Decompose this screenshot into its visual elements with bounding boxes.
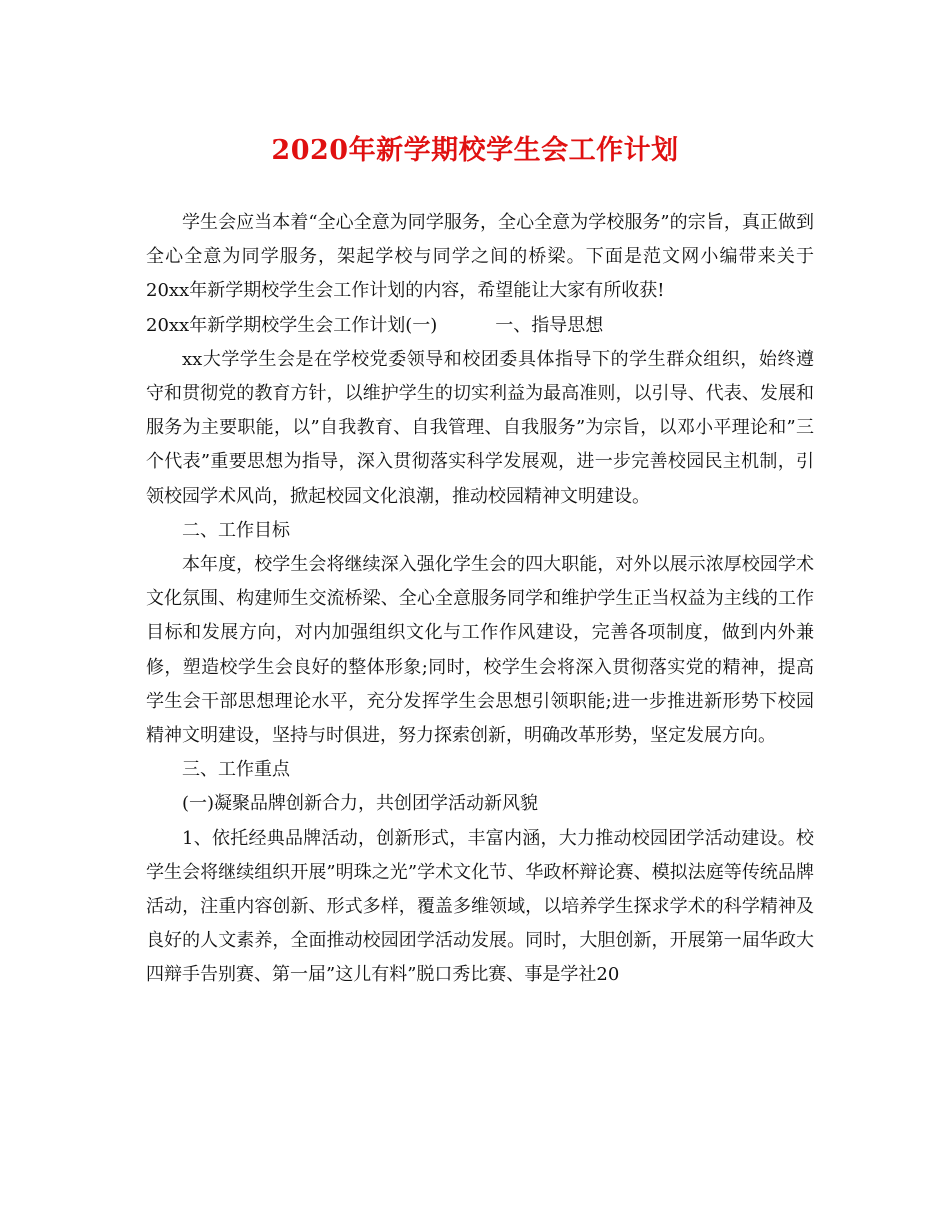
document-title: 2020年新学期校学生会工作计划	[271, 135, 679, 166]
section2-paragraph: 本年度，校学生会将继续深入强化学生会的四大职能，对外以展示浓厚校园学术文化氛围、构建师生交流桥梁、全心全意服务同学和维护学生正当权益为主线的工作目标和发展方向，对内加强组织文化与工作作风建设，完善各项制度，做到内外兼修，塑造校学生会良好的整体形象;同时，校学生会将深入贯彻落实党的精神，提高学生会干部思想理论水平，充分发挥学生会思想引领职能;进一步推进新形势下校园精神文明建设，坚持与时俱进，努力探索创新，明确改革形势，坚定发展方向。	[146, 554, 814, 747]
plan-heading: 20xx年新学期校学生会工作计划(一)	[146, 314, 438, 336]
section1-paragraph: xx大学学生会是在学校党委领导和校团委具体指导下的学生群众组织，始终遵守和贯彻党的教育方针，以维护学生的切实利益为最高准则，以引导、代表、发展和服务为主要职能，以”自我教育、自我管理、自我服务”为宗旨，以邓小平理论和”三个代表”重要思想为指导，深入贯彻落实科学发展观，进一步完善校园民主机制，引领校园学术风尚，掀起校园文化浪潮，推动校园精神文明建设。	[146, 348, 814, 507]
section1-heading: 一、指导思想	[495, 314, 604, 336]
section3-heading: 三、工作重点	[182, 759, 290, 781]
section2-heading: 二、工作目标	[182, 519, 290, 541]
subsection1-heading: (一)凝聚品牌创新合力，共创团学活动新风貌	[182, 793, 539, 815]
document-body	[146, 206, 814, 993]
intro-paragraph: 学生会应当本着“全心全意为同学服务，全心全意为学校服务”的宗旨，真正做到全心全意为同学服务，架起学校与同学之间的桥梁。下面是范文网小编带来关于20xx年新学期校学生会工作计划的内容，希望能让大家有所收获!	[146, 212, 814, 302]
plan-heading-line	[146, 309, 814, 343]
item1-paragraph: 1、依托经典品牌活动，创新形式，丰富内涵，大力推动校园团学活动建设。校学生会将继续组织开展”明珠之光”学术文化节、华政杯辩论赛、模拟法庭等传统品牌活动，注重内容创新、形式多样，覆盖多维领域，以培养学生探求学术的科学精神及良好的人文素养，全面推动校园团学活动发展。同时，大胆创新，开展第一届华政大四辩手告别赛、第一届”这儿有料”脱口秀比赛、事是学社20	[146, 827, 814, 986]
